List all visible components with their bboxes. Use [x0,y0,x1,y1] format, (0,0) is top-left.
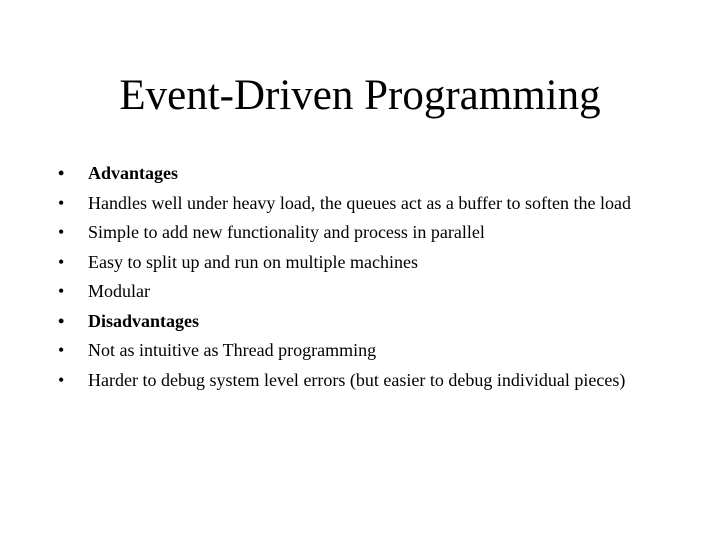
slide-title: Event-Driven Programming [119,72,601,119]
bullet-split-machines: • Easy to split up and run on multiple machines [56,251,666,274]
bullet-add-functionality: • Simple to add new functionality and process in parallel [56,221,666,244]
bullet-advantages-heading: • Advantages [56,162,666,185]
bullet-harder-debug: • Harder to debug system level errors (but easier to debug individual pieces) [56,369,666,392]
bullet-heavy-load: • Handles well under heavy load, the queues act as a buffer to soften the load [56,192,666,215]
bullet-not-intuitive: • Not as intuitive as Thread programming [56,339,666,362]
bullet-disadvantages-heading: • Disadvantages [56,310,666,333]
bullet-list [56,162,666,398]
bullet-modular: • Modular [56,280,666,303]
